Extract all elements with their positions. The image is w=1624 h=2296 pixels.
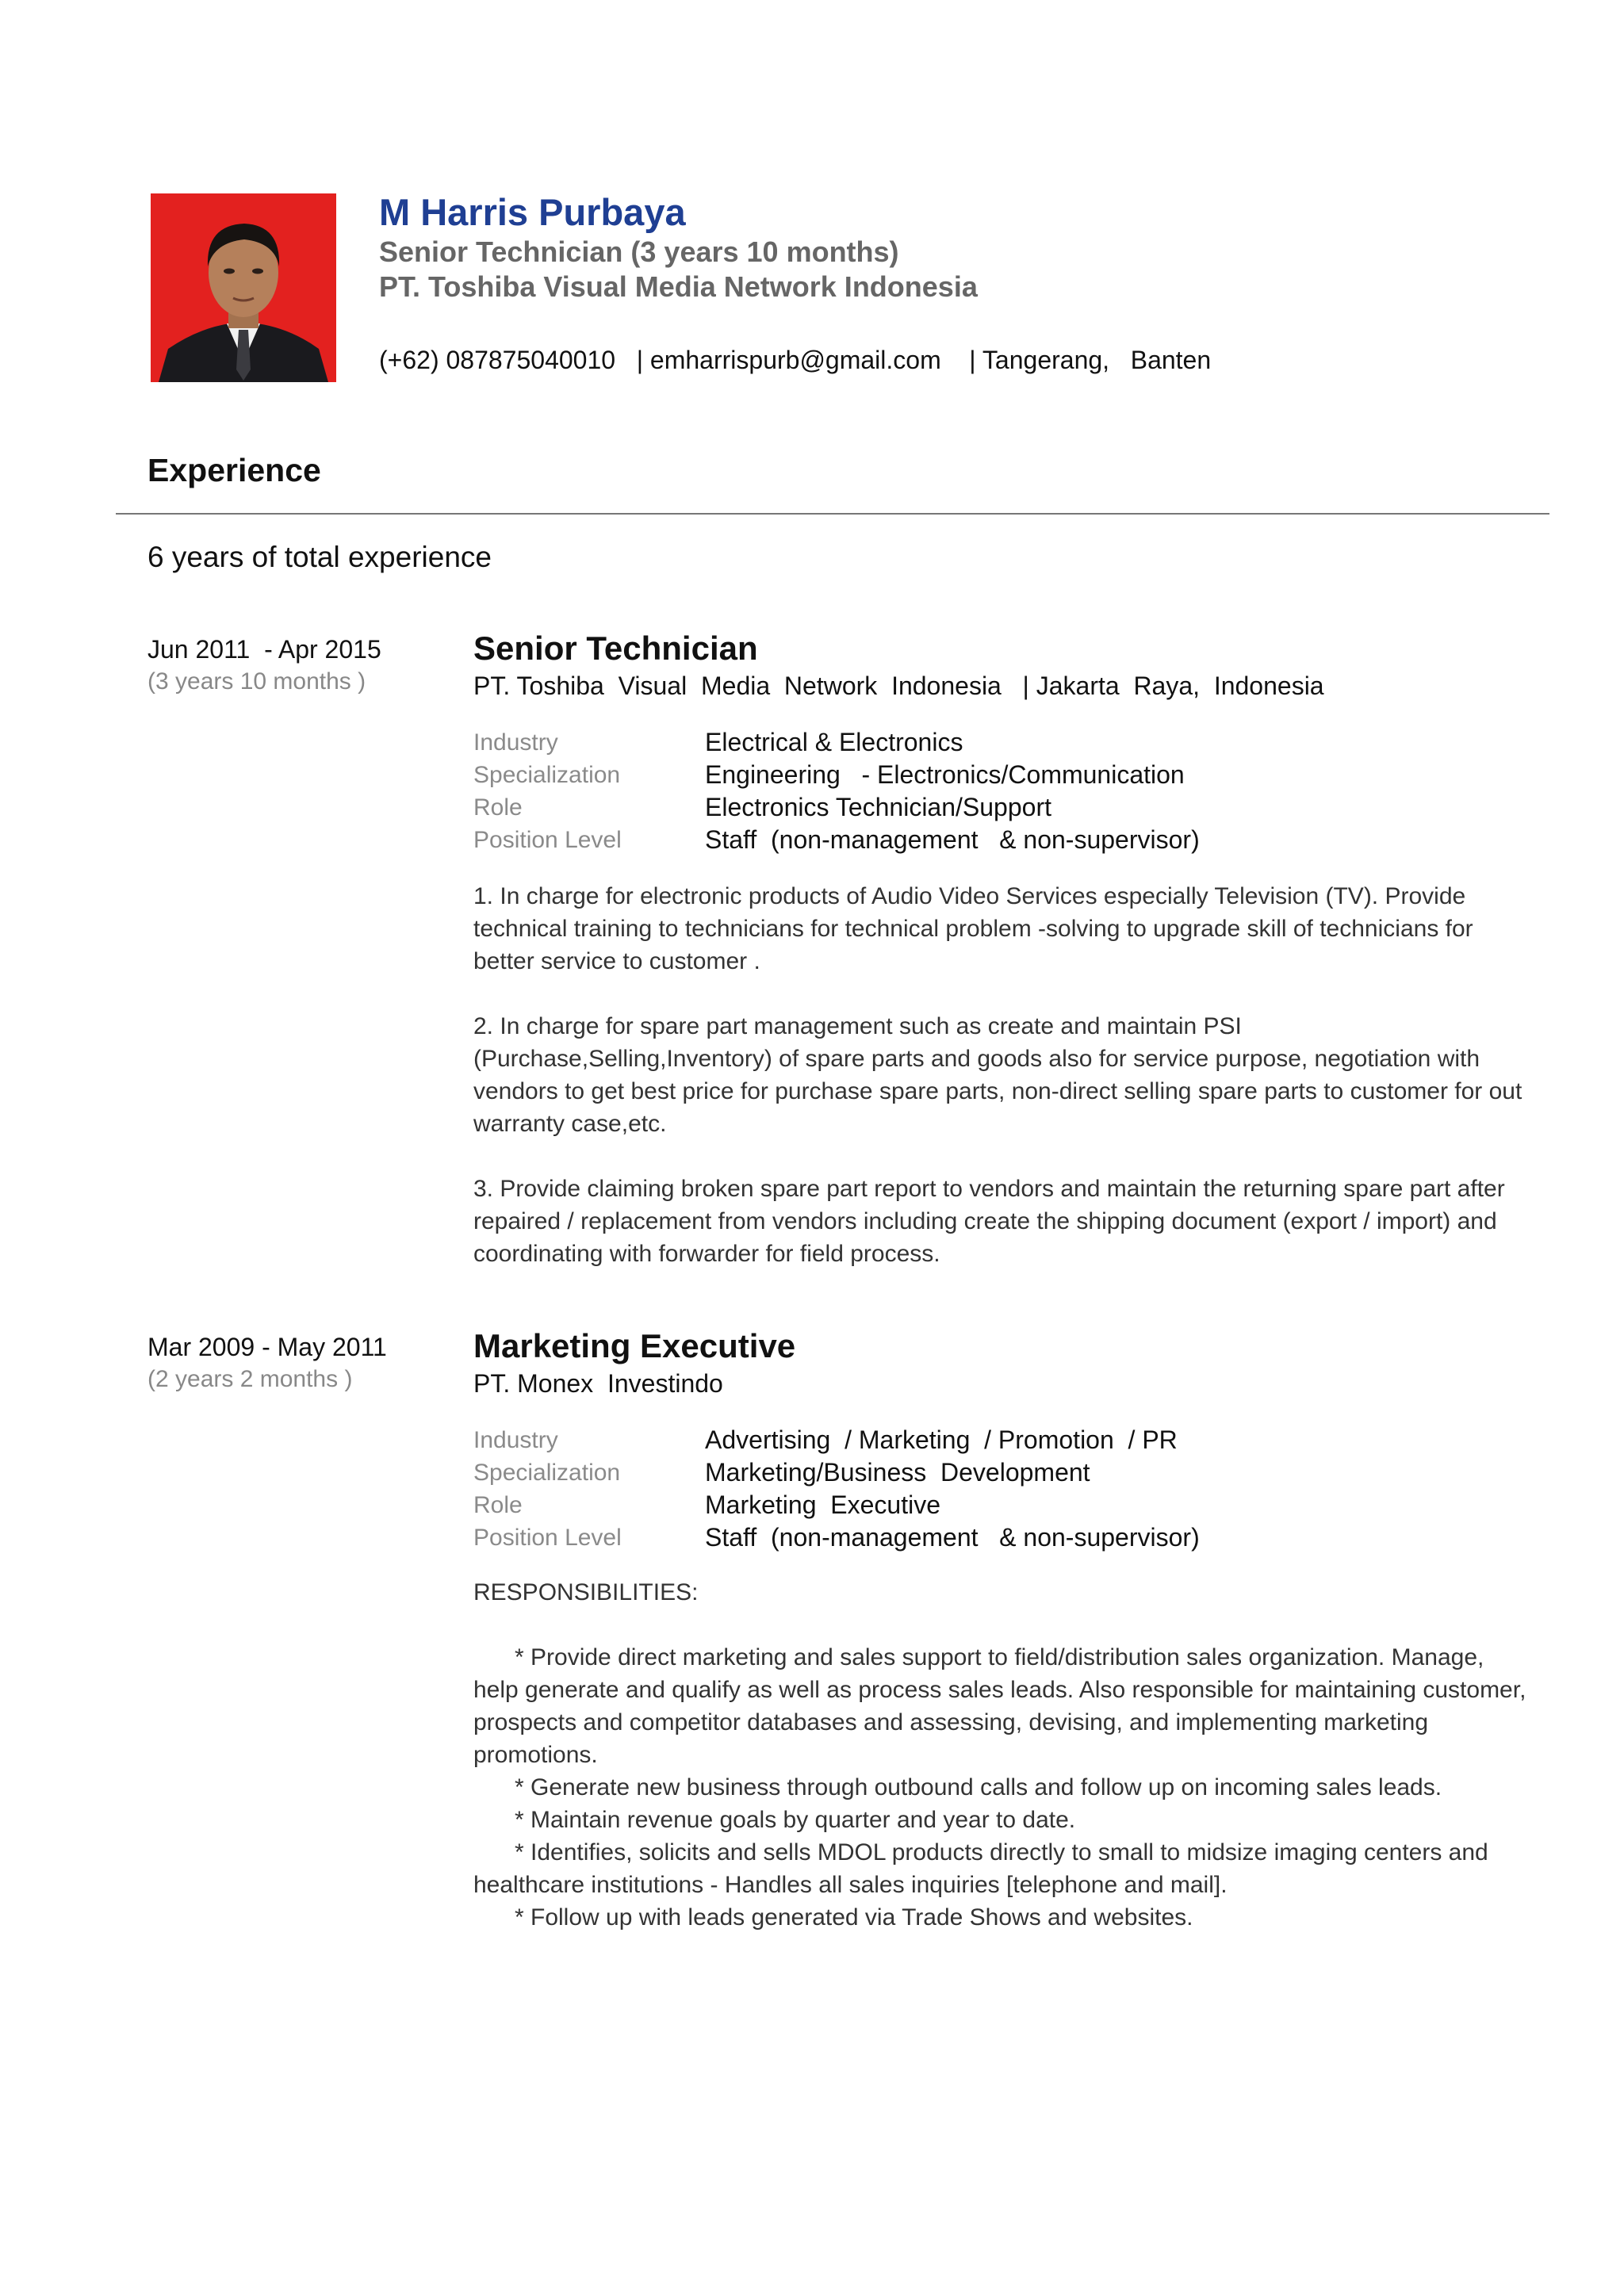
job-title: Marketing Executive xyxy=(473,1327,796,1364)
total-experience: 6 years of total experience xyxy=(147,541,492,573)
detail-value: Electrical & Electronics xyxy=(705,728,963,756)
detail-label: Role xyxy=(473,1492,523,1518)
detail-value: Marketing Executive xyxy=(705,1490,941,1519)
responsibility-item: * Generate new business through outbound calls and follow up on incoming sales leads. xyxy=(515,1774,1442,1800)
company-name: PT. Monex Investindo xyxy=(473,1369,723,1398)
company-name: PT. Toshiba Visual Media Network Indonesia | Jakarta Raya, Indonesia xyxy=(473,672,1324,700)
detail-label: Role xyxy=(473,794,523,821)
detail-value: Advertising / Marketing / Promotion / PR xyxy=(705,1425,1178,1454)
job-description xyxy=(473,880,1528,1270)
detail-label: Position Level xyxy=(473,1525,622,1551)
detail-row-specialization xyxy=(473,759,1528,791)
detail-value: Staff (non-management & non-supervisor) xyxy=(705,825,1200,854)
headline: Senior Technician (3 years 10 months) xyxy=(379,235,899,268)
entry-dates: Jun 2011 - Apr 2015 xyxy=(147,635,381,664)
responsibilities-heading: RESPONSIBILITIES: xyxy=(473,1579,699,1605)
entry-duration: (2 years 2 months ) xyxy=(147,1366,353,1392)
current-company: PT. Toshiba Visual Media Network Indonesia xyxy=(379,270,978,303)
entry-body xyxy=(473,1326,1528,1934)
job-details xyxy=(473,1424,1528,1554)
candidate-name: M Harris Purbaya xyxy=(379,191,686,233)
job-details xyxy=(473,726,1528,856)
detail-label: Specialization xyxy=(473,762,621,788)
detail-row-position-level xyxy=(473,1521,1528,1554)
description-paragraph: 2. In charge for spare part management such as create and maintain PSI (Purchase,Selling,Inventory) of spare parts and goods also for service purpose, negotiation with vendors to get best price for purchase spare parts, non-direct selling spare parts to customer for out warranty case,etc. xyxy=(473,1013,1522,1137)
responsibilities-list xyxy=(473,1641,1528,1934)
detail-value: Staff (non-management & non-supervisor) xyxy=(705,1523,1200,1552)
contact-line: (+62) 087875040010 | emharrispurb@gmail.com | Tangerang, Banten xyxy=(379,346,1212,374)
header xyxy=(379,190,978,304)
entry-body xyxy=(473,628,1528,1270)
job-title: Senior Technician xyxy=(473,629,758,667)
detail-label: Industry xyxy=(473,729,558,756)
section-title-experience: Experience xyxy=(147,452,321,488)
profile-photo xyxy=(151,193,336,382)
section-divider xyxy=(116,513,1549,515)
description-paragraph: 1. In charge for electronic products of Audio Video Services especially Television (TV). Provide technical training to technicians for technical problem -solving to upgrade skill of technicians for better service to customer . xyxy=(473,883,1473,974)
detail-row-industry xyxy=(473,726,1528,759)
detail-label: Specialization xyxy=(473,1460,621,1486)
responsibility-item: * Maintain revenue goals by quarter and year to date. xyxy=(515,1807,1076,1833)
detail-value: Electronics Technician/Support xyxy=(705,793,1051,821)
detail-row-industry xyxy=(473,1424,1528,1456)
entry-dates: Mar 2009 - May 2011 xyxy=(147,1333,387,1361)
detail-label: Industry xyxy=(473,1427,558,1453)
detail-row-role xyxy=(473,791,1528,824)
description-paragraph: 3. Provide claiming broken spare part report to vendors and maintain the returning spare part after repaired / replacement from vendors including create the shipping document (export / import) and coordinating with forwarder for field process. xyxy=(473,1176,1505,1267)
detail-row-specialization xyxy=(473,1456,1528,1489)
responsibility-item: * Identifies, solicits and sells MDOL products directly to small to midsize imaging centers and healthcare institutions - Handles all sales inquiries [telephone and mail]. xyxy=(473,1839,1488,1898)
entry-duration: (3 years 10 months ) xyxy=(147,668,366,695)
detail-row-role xyxy=(473,1489,1528,1521)
detail-value: Engineering - Electronics/Communication xyxy=(705,760,1185,789)
detail-label: Position Level xyxy=(473,827,622,853)
detail-row-position-level xyxy=(473,824,1528,856)
responsibility-item: * Follow up with leads generated via Trade Shows and websites. xyxy=(515,1904,1193,1931)
detail-value: Marketing/Business Development xyxy=(705,1458,1090,1487)
responsibility-item: * Provide direct marketing and sales support to field/distribution sales organization. Manage, help generate and qualify as well as process sales leads. Also responsible for maintaining customer, prospects and competitor databases and assessing, devising, and implementing marketing promotions. xyxy=(473,1644,1526,1768)
